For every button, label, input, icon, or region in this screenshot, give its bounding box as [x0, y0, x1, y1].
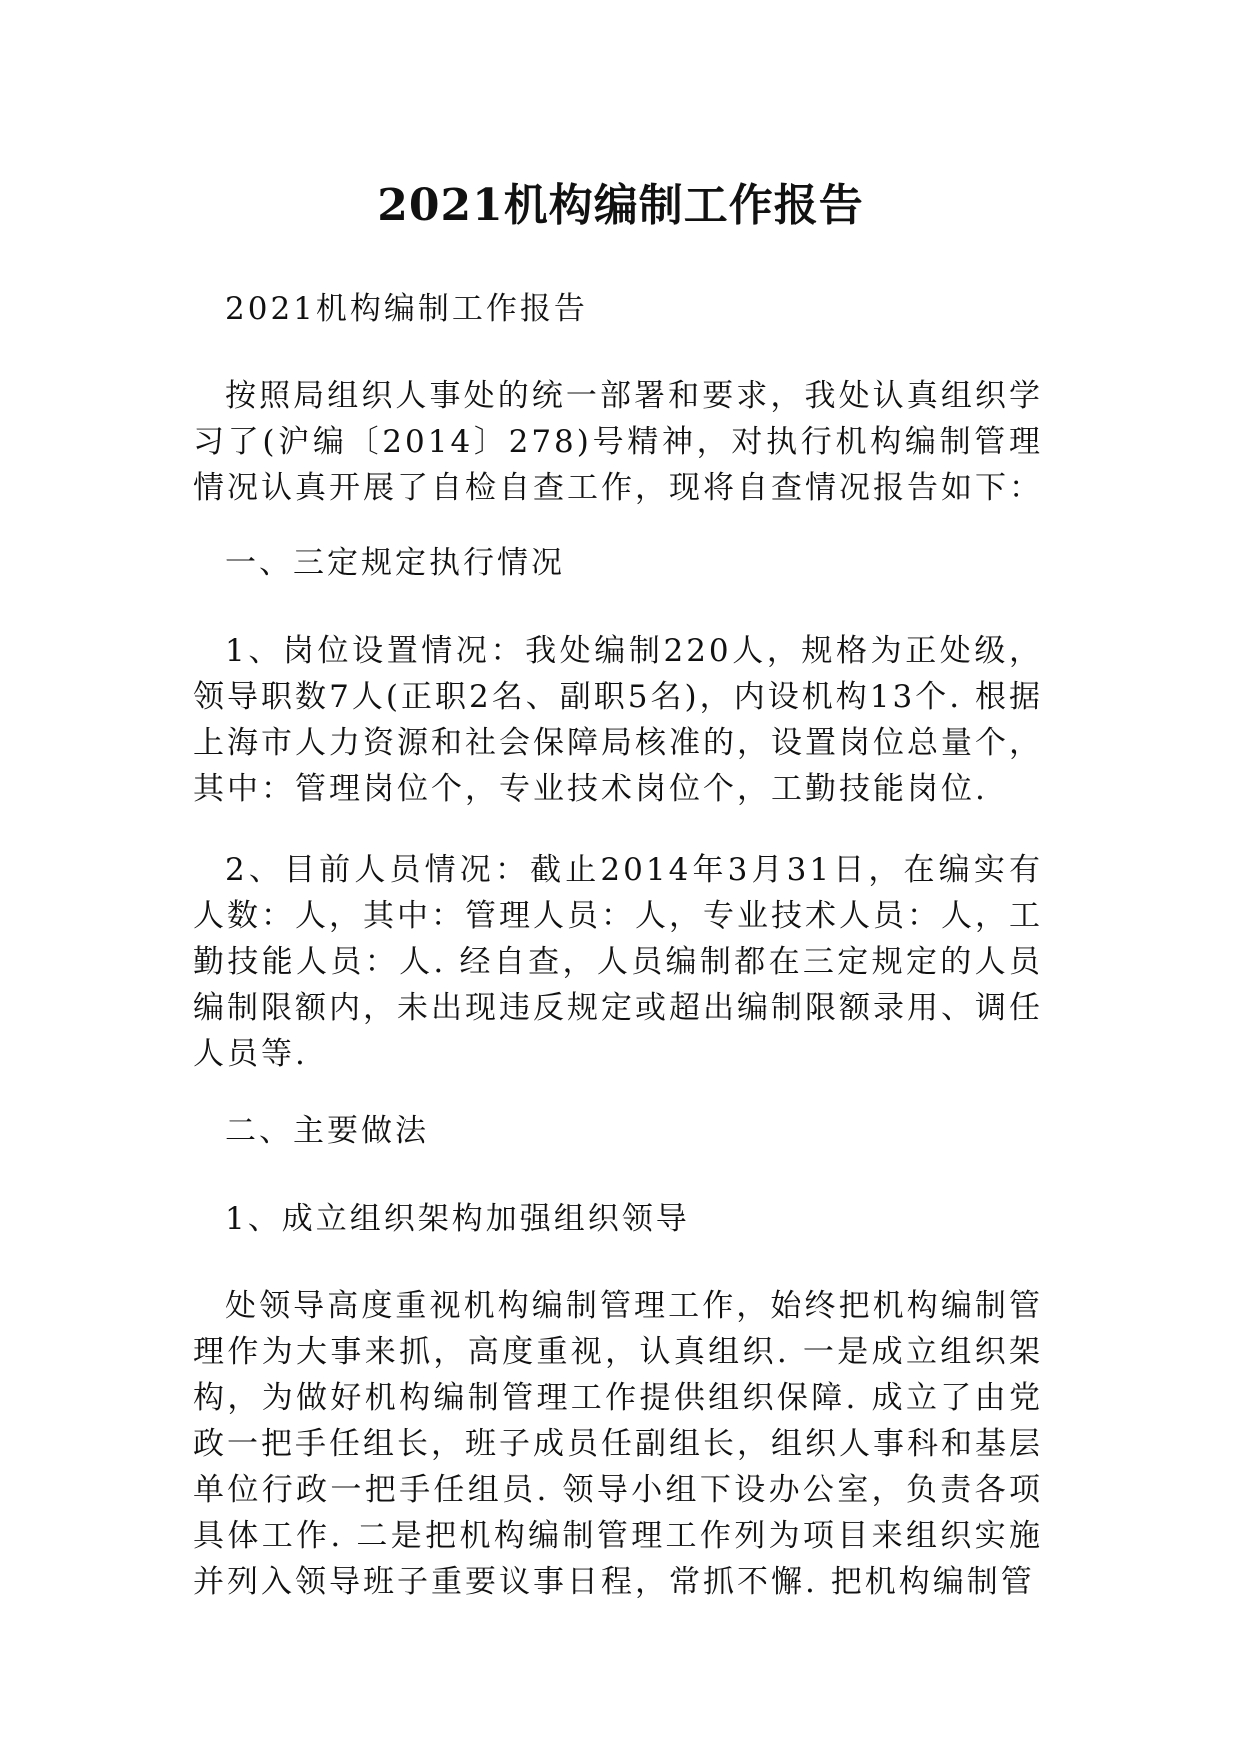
intro-paragraph: 按照局组织人事处的统一部署和要求，我处认真组织学习了(沪编〔2014〕278)号精神，对执行机构编制管理情况认真开展了自检自查工作，现将自查情况报告如下：: [193, 378, 1043, 506]
staff-status-paragraph: 2、目前人员情况：截止2014年3月31日，在编实有人数：人，其中：管理人员：人，专业技术人员：人，工勤技能人员：人. 经自查，人员编制都在三定规定的人员编制限额内，未出现违反规定或超出编制限额录用、调任人员等.: [193, 852, 1043, 1072]
document-title: 2021机构编制工作报告: [377, 180, 864, 231]
section-heading-2: 二、主要做法: [225, 1113, 429, 1149]
leadership-paragraph: 处领导高度重视机构编制管理工作，始终把机构编制管理作为大事来抓，高度重视，认真组织. 一是成立组织架构，为做好机构编制管理工作提供组织保障. 成立了由党政一把手任组长，班子成员任副组长，组织人事科和基层单位行政一把手任组员. 领导小组下设办公室，负责各项具体工作. 二是把机构编制管理工作列为项目来组织实施并列入领导班子重要议事日程，常抓不懈. 把机构编制管: [193, 1288, 1043, 1600]
subtitle-paragraph: 2021机构编制工作报告: [225, 291, 588, 327]
post-setup-paragraph: 1、岗位设置情况：我处编制220人，规格为正处级，领导职数7人(正职2名、副职5名)，内设机构13个. 根据上海市人力资源和社会保障局核准的，设置岗位总量个，其中：管理岗位个，专业技术岗位个，工勤技能岗位.: [193, 633, 1043, 807]
subsection-heading: 1、成立组织架构加强组织领导: [225, 1201, 690, 1237]
section-heading-1: 一、三定规定执行情况: [225, 545, 565, 581]
